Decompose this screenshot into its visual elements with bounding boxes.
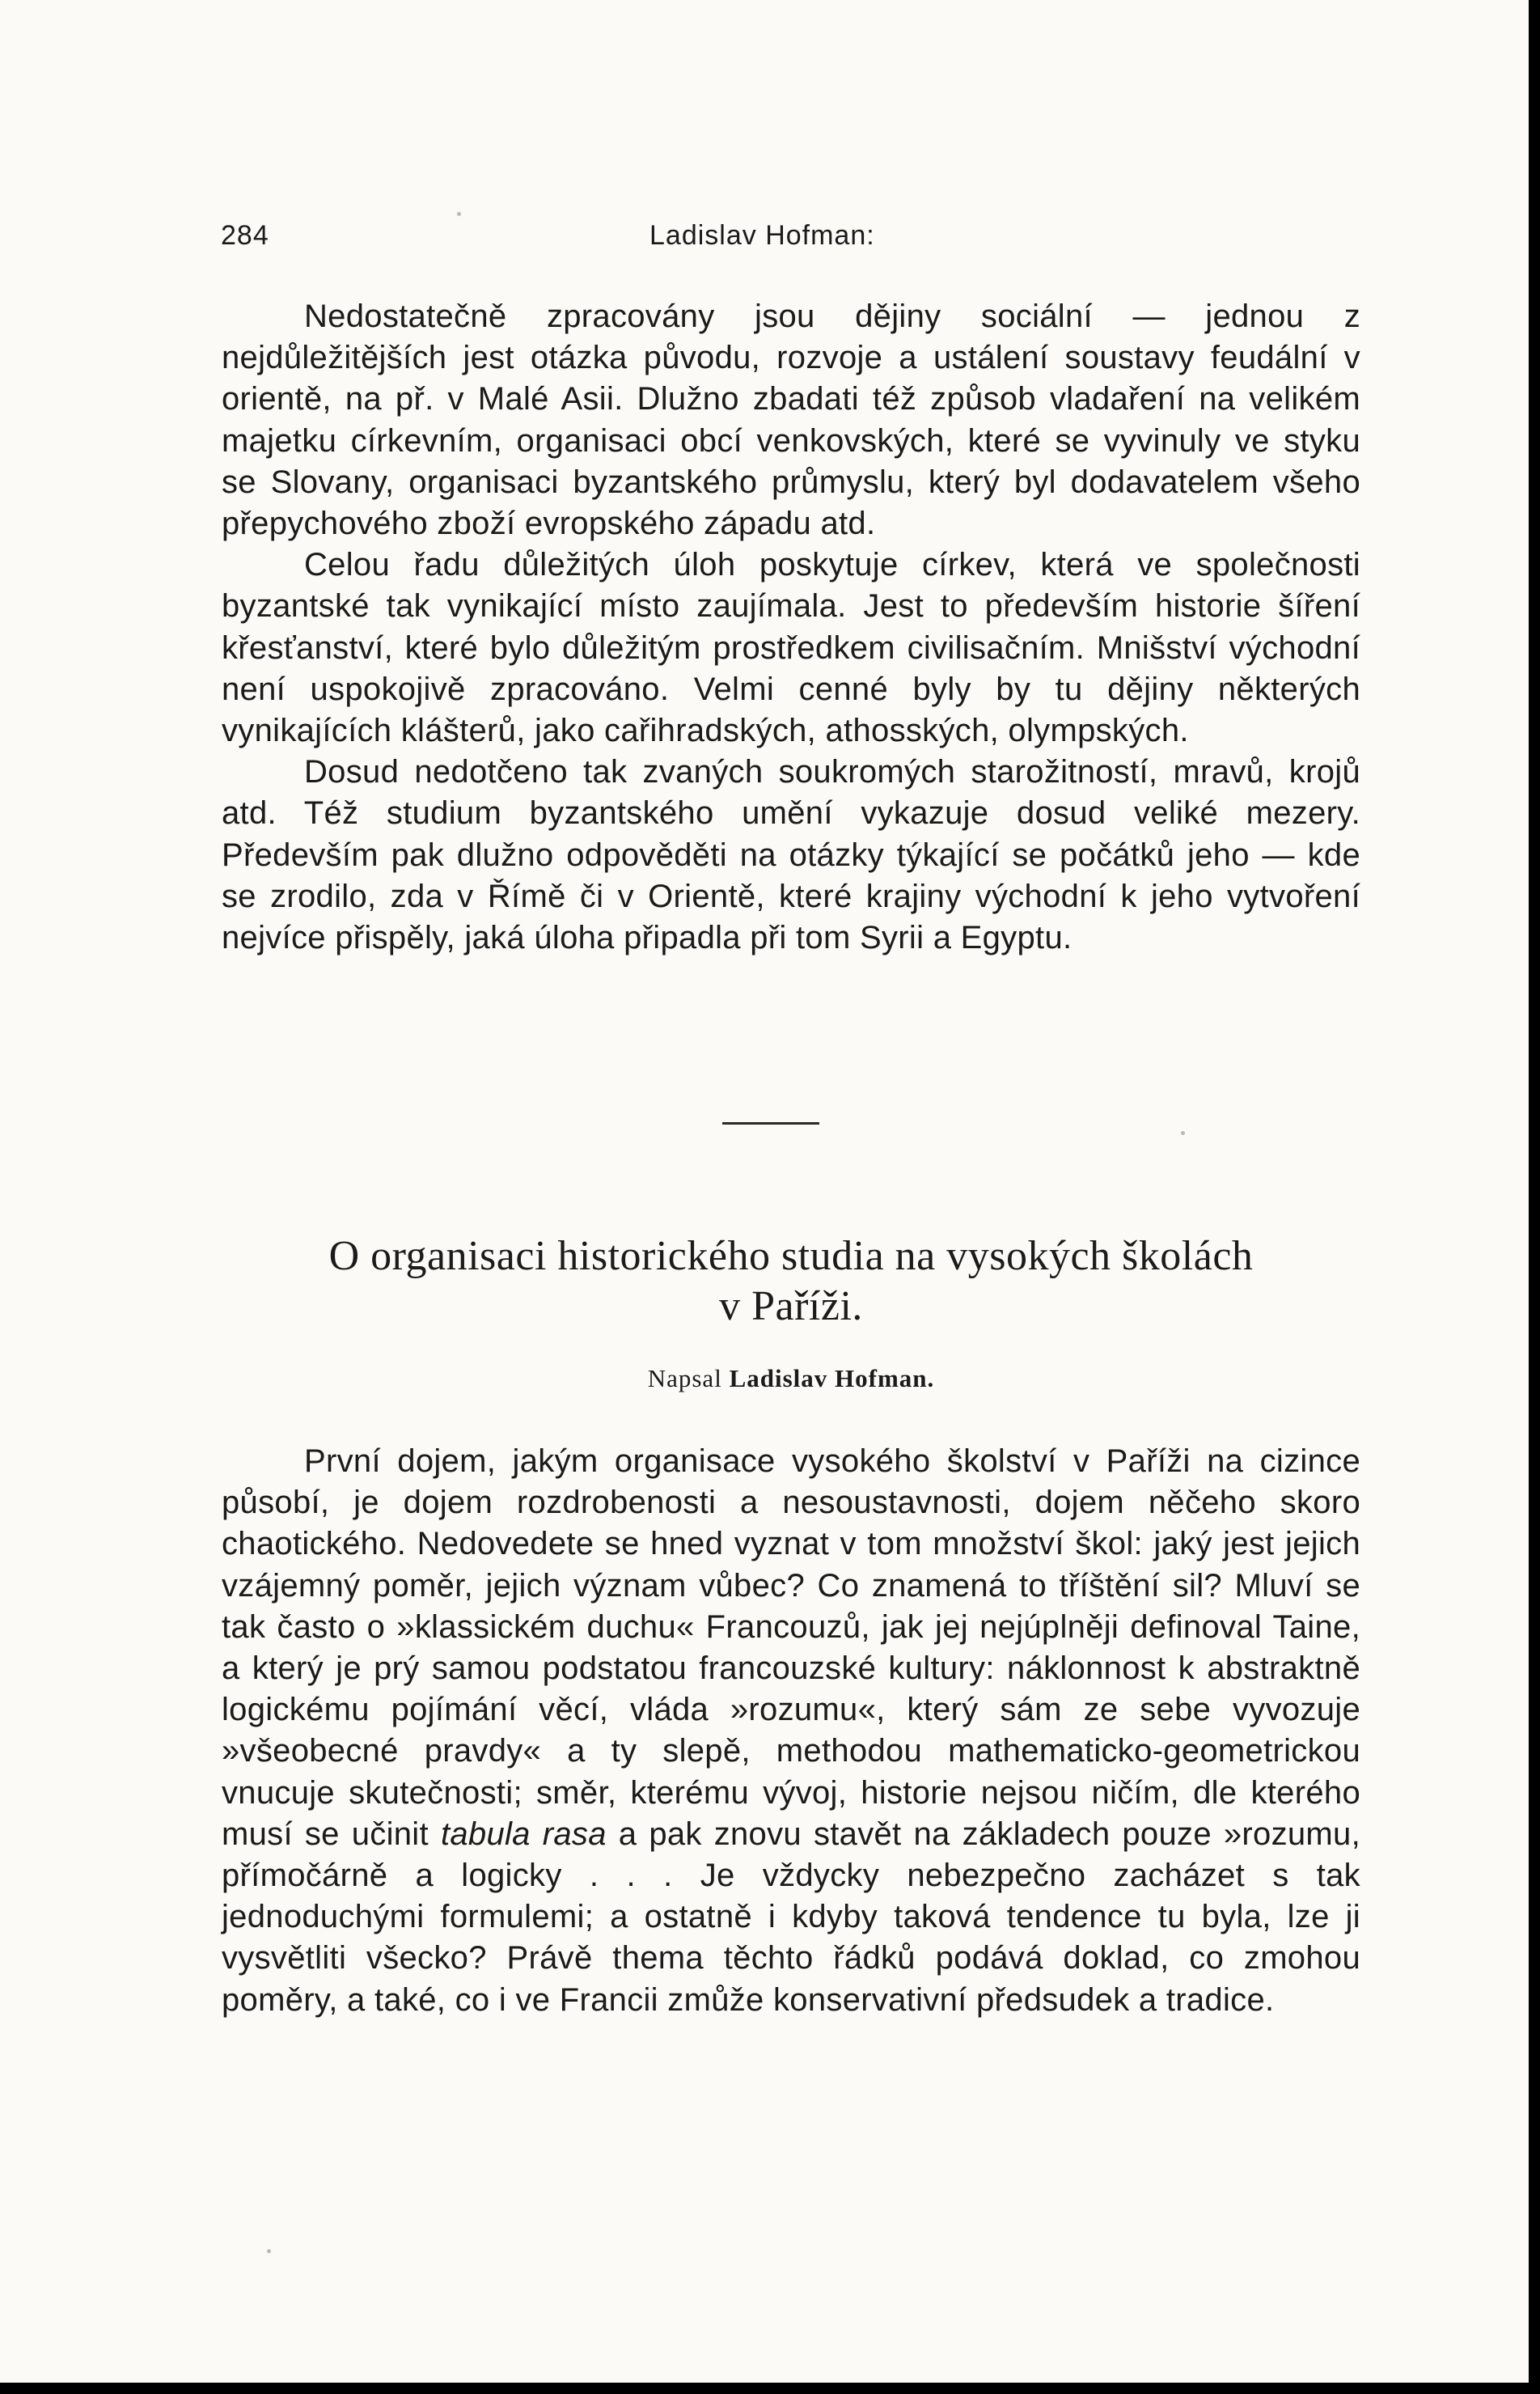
article-title-line-2: v Paříži. <box>719 1283 863 1329</box>
scan-speck <box>1181 1131 1185 1135</box>
scan-border-right <box>1529 0 1540 2394</box>
article-title <box>222 1231 1360 1332</box>
byline <box>222 1364 1360 1393</box>
article-title-line-1: O organisaci historického studia na vysokých školách <box>328 1233 1254 1279</box>
latin-phrase: tabula rasa <box>440 1816 607 1852</box>
scan-speck <box>267 2249 271 2253</box>
paragraph-antiquities-art: Dosud nedotčeno tak zvaných soukromých starožitností, mravů, krojů atd. Též studium byzantského umění vykazuje dosud veliké mezery. Především pak dlužno odpověděti na otázky týkající se počátků jeho — kde se zrodilo, zda v Římě či v Orientě, které krajiny východní k jeho vytvoření nejvíce přispěly, jaká úloha připadla při tom Syrii a Egyptu. <box>222 754 1360 956</box>
paragraph-text-part-1: První dojem, jakým organisace vysokého školství v Paříži na cizince působí, je dojem rozdrobenosti a nesoustavnosti, dojem něčeho skoro chaotického. Nedovedete se hned vyznat v tom množství škol: jaký jest jejich vzájemný poměr, jejich význam vůbec? Co znamená to tříštění sil? Mluví se tak často o »klassickém duchu« Francouzů, jak jej nejúplněji definoval Taine, a který je prý samou podstatou francouzské kultury: náklonnost k abstraktně logickému pojímání věcí, vláda »rozumu«, který sám ze sebe vyvozuje »všeobecné pravdy« a ty slepě, methodou mathematicko-geometrickou vnucuje skutečnosti; směr, kterému vývoj, historie nejsou ničím, dle kterého musí se učinit <box>222 1443 1360 1852</box>
paragraph-social-history: Nedostatečně zpracovány jsou dějiny sociální — jednou z nejdůležitějších jest otázka původu, rozvoje a ustálení soustavy feudální v orientě, na př. v Malé Asii. Dlužno zbadati též způsob vladaření na velikém majetku církevním, organisaci obcí venkovských, které se vyvinuly ve styku se Slovany, organisaci byzantského průmyslu, který byl dodavatelem všeho přepychového zboží evropského západu atd. <box>222 299 1360 542</box>
running-head-title: Ladislav Hofman: <box>649 220 875 251</box>
byline-author: Ladislav Hofman. <box>729 1364 935 1392</box>
byline-prefix: Napsal <box>647 1364 722 1392</box>
page-number: 284 <box>221 220 269 251</box>
scan-border-bottom <box>0 2383 1540 2394</box>
section-divider <box>722 1122 819 1125</box>
section-one-text <box>222 296 1360 959</box>
paragraph-church: Celou řadu důležitých úloh poskytuje církev, která ve společnosti byzantské tak vynikající místo zaujímala. Jest to především historie šíření křesťanství, které bylo důležitým prostředkem civilisačním. Mnišství východní není uspokojivě zpracováno. Velmi cenné byly by tu dějiny některých vynikajících klášterů, jako cařihradských, athosských, olympských. <box>222 547 1360 749</box>
paragraph-text-part-2: a pak znovu stavět na základech pouze »rozumu, přímočárně a logicky . . . Je vždycky nebezpečno zacházet s tak jednoduchými formulemi; a ostatně i kdyby taková tendence tu byla, lze ji vysvětliti všecko? Právě thema těchto řádků podává doklad, co zmohou poměry, a také, co i ve Francii zmůže konservativní předsudek a tradice. <box>222 1816 1361 2018</box>
article-body <box>222 1441 1360 2021</box>
scan-speck <box>457 212 461 216</box>
paragraph-first-impression <box>222 1441 1360 2021</box>
